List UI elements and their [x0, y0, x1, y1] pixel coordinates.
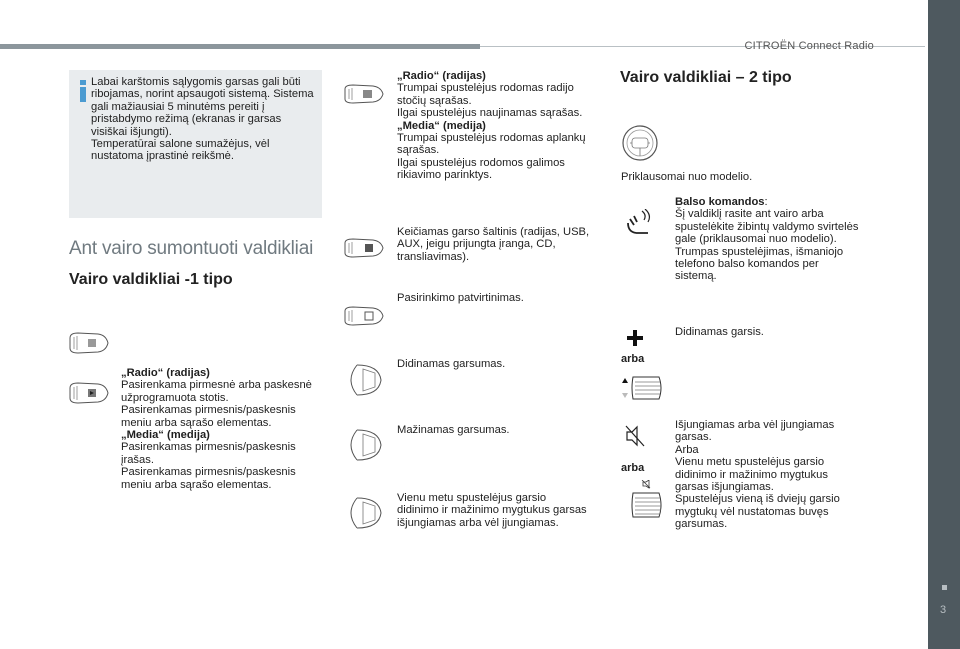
stalk-control-icon: [343, 305, 387, 327]
mute-text: Išjungiamas arba vėl įjungiamas garsas. Arba Vienu metu spustelėjus garsio didinimo ir mažinimo mygtukus garsas išjungiamas. Spustelėjus vieną iš dviejų garsio mygtukų vėl nustatomas buvęs garsumas.: [675, 419, 840, 531]
media-description: Pasirenkamas pirmesnis/paskesnis įrašas. Pasirenkamas pirmesnis/paskesnis meniu arba sąrašo elementas.: [121, 441, 296, 491]
or-label: arba: [621, 353, 645, 365]
info-icon: [80, 80, 86, 102]
page-number: 3: [940, 604, 947, 616]
or-label: arba: [621, 462, 645, 474]
voice-title: Balso komandos: [675, 196, 765, 208]
page-marker: [942, 585, 947, 590]
section-title: Ant vairo sumontuoti valdikliai: [69, 238, 314, 259]
radio-label: „Radio“ (radijas): [121, 367, 210, 379]
stalk-control-icon: [68, 330, 112, 356]
voice-description: Šį valdiklį rasite ant vairo arba spustelėkite žibintų valdymo svirtelės gale (priklausomai nuo modelio). Trumpas spustelėjimas, išmaniojo telefono balso komandos per sistemą.: [675, 208, 859, 283]
volume-up-text: Didinamas garsis.: [675, 326, 764, 338]
radio-description: Pasirenkama pirmesnė arba paskesnė užprogramuota stotis. Pasirenkamas pirmesnis/paskesnis meniu arba sąrašo elementas.: [121, 379, 312, 429]
col2-item4-text: Didinamas garsumas.: [397, 358, 506, 370]
col2-item5-text: Mažinamas garsumas.: [397, 424, 510, 436]
col2-item6-text: Vienu metu spustelėjus garsio didinimo ir mažinimo mygtukus garsas išjungiamas arba vėl įjungiamas.: [397, 492, 587, 529]
media-label: „Media“ (medija): [121, 429, 210, 442]
radio-label: „Radio“ (radijas): [397, 70, 486, 82]
side-strip: [928, 0, 960, 649]
media-label: „Media“ (medija): [397, 119, 486, 132]
volume-wheel-icon: [619, 374, 665, 402]
voice-title-colon: :: [764, 196, 768, 208]
volume-wheel-icon: [343, 363, 385, 397]
steering-wheel-icon: [620, 123, 660, 163]
header-brand: CITROËN Connect Radio: [744, 40, 874, 52]
col2-item1-text: [397, 70, 597, 182]
depends-text: Priklausomai nuo modelio.: [621, 171, 753, 183]
stalk-control-icon: [343, 83, 387, 105]
stalk-control-icon: [68, 380, 112, 406]
plus-icon: [627, 330, 643, 346]
mute-icon: [625, 425, 645, 447]
subtitle-type2: Vairo valdikliai – 2 tipo: [620, 69, 792, 86]
subtitle-type1: Vairo valdikliai -1 tipo: [69, 271, 233, 288]
mute-wheel-icon: [619, 480, 665, 520]
voice-text-block: [675, 196, 860, 283]
radio-description: Trumpai spustelėjus rodomas radijo stočių sąrašas. Ilgai spustelėjus naujinamas sąrašas.: [397, 82, 583, 120]
volume-wheel-icon: [343, 428, 385, 462]
info-note-text: Labai karštomis sąlygomis garsas gali būti ribojamas, norint apsaugoti sistemą. Sistema gali mažiausiai 5 minutėms pereiti į pristabdymo režimą (ekranas ir garsas visiškai išjungti). Temperatūrai salone sumažėjus, vėl nustatoma įprastinė reikšmė.: [91, 76, 314, 163]
voice-command-icon: [624, 209, 654, 235]
media-description: Trumpai spustelėjus rodomas aplankų sąrašas. Ilgai spustelėjus rodomos galimos rikiavimo parinktys.: [397, 132, 586, 182]
col2-item2-text: Keičiamas garso šaltinis (radijas, USB, AUX, jeigu prijungta įranga, CD, transliavimas).: [397, 226, 590, 263]
header-rule: [0, 44, 480, 49]
volume-wheel-icon: [343, 496, 385, 530]
col2-item3-text: Pasirinkimo patvirtinimas.: [397, 292, 524, 304]
col1-item-text: [121, 367, 321, 491]
stalk-control-icon: [343, 237, 387, 259]
